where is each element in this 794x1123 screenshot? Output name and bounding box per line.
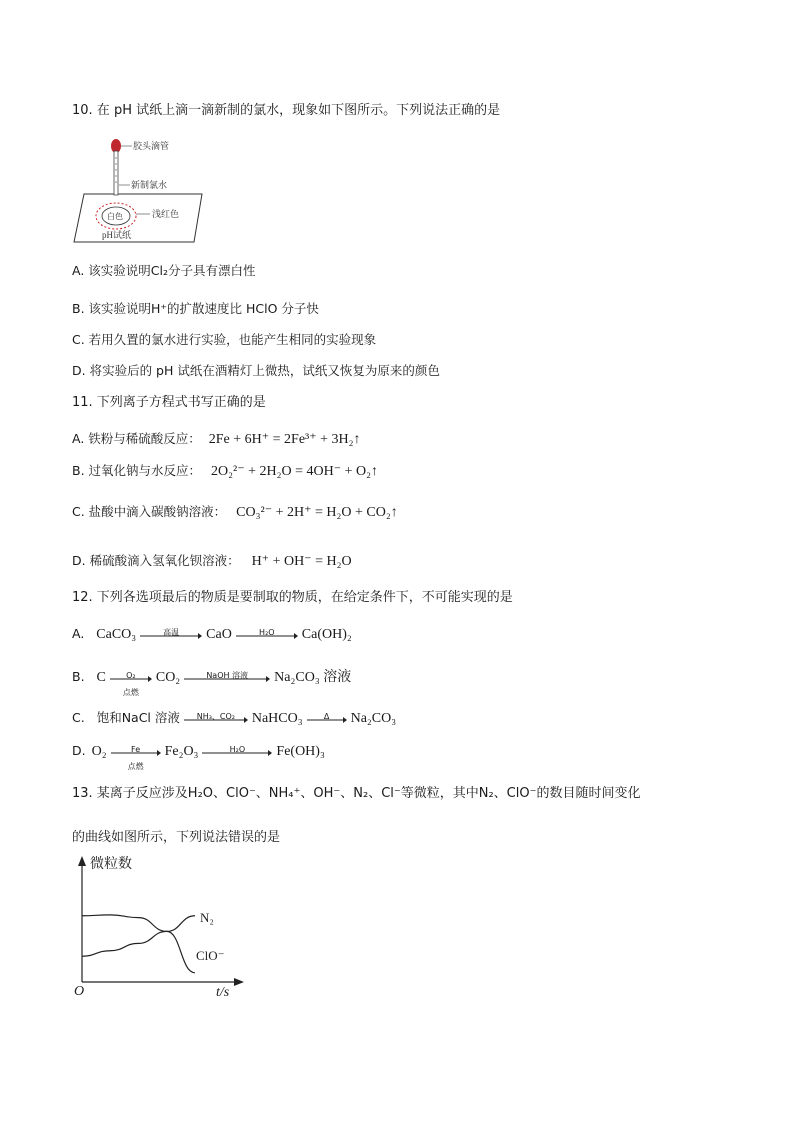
- dropper-tube: [114, 151, 118, 195]
- q12-a-label: A.: [72, 626, 85, 641]
- q11-option-c-equation: CO₃²⁻ + 2H⁺ = H₂O + CO₂↑: [236, 505, 398, 520]
- q12-c-arrow-2: [307, 710, 347, 728]
- q12-option-b: [72, 668, 352, 697]
- q12-option-d: [72, 742, 325, 771]
- q10-figure: [72, 134, 212, 244]
- origin-label: O: [74, 984, 85, 999]
- q11-option-d-equation: H⁺ + OH⁻ = H₂O: [251, 554, 352, 569]
- q11-option-b: [72, 462, 378, 481]
- q12-d-label: D.: [72, 743, 86, 758]
- y-axis-label: 微粒数: [90, 857, 132, 872]
- q12-c-condition-2: Δ: [323, 711, 330, 721]
- q12-c-middle: NaHCO₃: [251, 711, 303, 726]
- q11-option-a-equation: 2Fe + 6H⁺ = 2Fe³⁺ + 3H₂↑: [208, 432, 361, 447]
- q12-a-middle: CaO: [206, 627, 232, 642]
- q11-option-a-label: A. 铁粉与稀硫酸反应：: [72, 431, 201, 446]
- q12-d-middle: Fe₂O₃: [164, 744, 199, 759]
- light-red-label: 浅红色: [152, 209, 180, 219]
- q13-chart: [70, 850, 270, 1000]
- q12-b-condition-2: NaOH 溶液: [206, 670, 249, 680]
- q10-option-b: B. 该实验说明H⁺的扩散速度比 HClO 分子快: [72, 301, 319, 316]
- water-label: 新制氯水: [131, 180, 168, 190]
- q10-stem: 10. 在 pH 试纸上滴一滴新制的氯水，现象如下图所示。下列说法正确的是: [72, 103, 501, 118]
- q12-d-condition-1: Fe: [131, 744, 141, 754]
- q11-stem: 11. 下列离子方程式书写正确的是: [72, 395, 266, 410]
- q12-option-c: [72, 709, 396, 728]
- q11-option-c-label: C. 盐酸中滴入碳酸钠溶液：: [72, 504, 227, 519]
- q12-c-arrow-1: [184, 710, 248, 728]
- q13-stem: 13. 某离子反应涉及H₂O、ClO⁻、NH₄⁺、OH⁻、N₂、Cl⁻等微粒，其中N₂、ClO⁻的数目随时间变化: [72, 786, 641, 801]
- y-axis-arrow: [78, 856, 86, 866]
- x-axis-arrow: [234, 978, 244, 986]
- q12-c-product: Na₂CO₃: [350, 711, 397, 726]
- q12-a-condition-1: 高温: [163, 627, 180, 637]
- clo-label: ClO⁻: [196, 948, 225, 963]
- q12-d-condition-2: H₂O: [229, 744, 246, 754]
- q12-d-product: Fe(OH)₃: [276, 744, 325, 759]
- q12-stem: 12. 下列各选项最后的物质是要制取的物质，在给定条件下，不可能实现的是: [72, 590, 513, 605]
- q12-a-product: Ca(OH)₂: [301, 627, 352, 642]
- ph-paper: [74, 194, 202, 242]
- q12-c-condition-1: NH₃、CO₂: [196, 711, 235, 721]
- q10-option-a: A. 该实验说明Cl₂分子具有漂白性: [72, 263, 256, 278]
- q12-c-label: C.: [72, 710, 85, 725]
- q10-option-d: D. 将实验后的 pH 试纸在酒精灯上微热，试纸又恢复为原来的颜色: [72, 363, 440, 378]
- q12-option-a: [72, 625, 352, 644]
- q12-b-product: Na₂CO₃ 溶液: [274, 670, 352, 685]
- q12-a-arrow-1: [140, 626, 202, 644]
- q12-d-condition-1b: 点燃: [127, 761, 144, 771]
- q12-b-arrow-2: [184, 669, 270, 687]
- n2-label: N₂: [200, 910, 214, 925]
- q11-option-d-label: D. 稀硫酸滴入氢氧化钡溶液：: [72, 553, 240, 568]
- q12-a-arrow-2: [236, 626, 298, 644]
- q12-a-start: CaCO₃: [96, 627, 137, 642]
- q12-b-condition-1: O₂: [126, 670, 136, 680]
- q12-d-start: O₂: [91, 744, 107, 759]
- paper-label: pH试纸: [102, 230, 131, 240]
- n2-curve: [82, 916, 195, 956]
- q11-option-a: [72, 430, 361, 449]
- q12-d-arrow-2: [202, 743, 272, 761]
- x-axis-label: t/s: [216, 985, 230, 1000]
- q11-option-c: [72, 503, 398, 522]
- q11-option-d: [72, 552, 352, 571]
- q12-c-start: 饱和NaCl 溶液: [96, 710, 180, 725]
- q12-b-middle: CO₂: [155, 670, 181, 685]
- q12-b-arrow-1: [110, 669, 152, 697]
- q12-d-arrow-1: [111, 743, 161, 771]
- q12-b-start: C: [96, 670, 106, 685]
- q10-option-c: C. 若用久置的氯水进行实验，也能产生相同的实验现象: [72, 332, 377, 347]
- white-label: 白色: [107, 212, 123, 221]
- q12-b-condition-1b: 点燃: [122, 687, 139, 697]
- q11-option-b-label: B. 过氧化钠与水反应：: [72, 463, 202, 478]
- q11-option-b-equation: 2O₂²⁻ + 2H₂O = 4OH⁻ + O₂↑: [211, 464, 378, 479]
- q12-a-condition-2: H₂O: [259, 627, 275, 637]
- dropper-label: 胶头滴管: [133, 141, 170, 151]
- q12-b-label: B.: [72, 669, 85, 684]
- q13-stem-continued: 的曲线如图所示，下列说法错误的是: [72, 830, 281, 845]
